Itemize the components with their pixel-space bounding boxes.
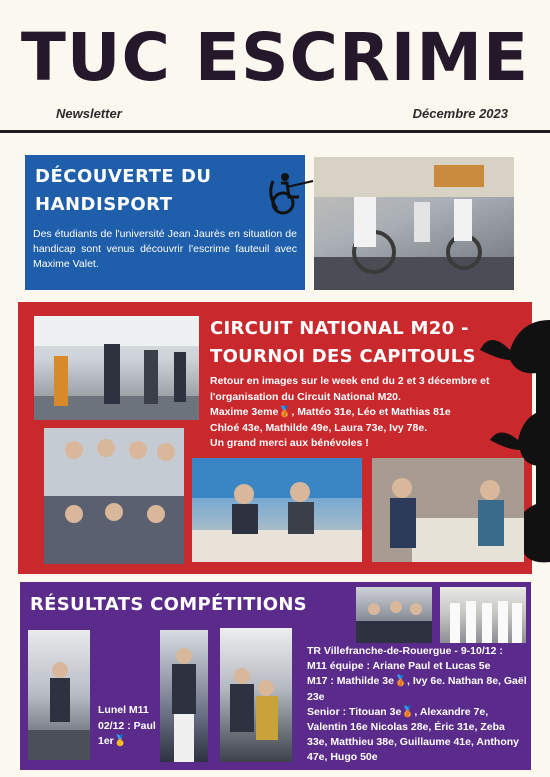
newsletter-label: Newsletter (56, 106, 122, 121)
circuit-thanks: Un grand merci aux bénévoles ! (210, 437, 369, 449)
masthead (0, 0, 550, 140)
handisport-panel (25, 155, 305, 290)
handisport-heading: DÉCOUVERTE DU HANDISPORT (35, 166, 212, 215)
villefranche-title: TR Villefranche-de-Rouergue - 9-10/12 : (307, 645, 503, 657)
wheelchair-fencer-icon (265, 169, 317, 217)
lunel-result: Lunel M11 02/12 : Paul 1er🥇 (98, 704, 156, 747)
fencer-photo-1 (160, 630, 208, 762)
newsletter-title: TUC ESCRIME (20, 19, 530, 96)
villefranche-results (307, 644, 527, 766)
results-heading: RÉSULTATS COMPÉTITIONS (30, 594, 307, 615)
lunel-podium-photo (28, 630, 90, 760)
handisport-photo (314, 157, 514, 290)
fencer-photo-2 (220, 628, 292, 762)
villefranche-photo-2 (440, 587, 526, 643)
handisport-body: Des étudiants de l'université Jean Jaurès en situation de handicap sont venus découvrir l'escrime fauteuil avec Maxime Valet. (33, 228, 297, 270)
circuit-results-boys: Maxime 3eme🥉, Mattéo 31e, Léo et Mathias 81e (210, 406, 451, 418)
circuit-text (210, 374, 510, 452)
issue-date: Décembre 2023 (412, 106, 508, 121)
volunteers-photo (192, 458, 362, 562)
m11-result: M11 équipe : Ariane Paul et Lucas 5e (307, 660, 491, 673)
circuit-intro: Retour en images sur le week end du 2 et 3 décembre et l'organisation du Circuit National M20. (210, 375, 490, 403)
circuit-heading: CIRCUIT NATIONAL M20 - TOURNOI DES CAPITOULS (210, 318, 476, 367)
m17-result: M17 : Mathilde 3e🥉, Ivy 6e. Nathan 8e, Gaël 23e (307, 675, 527, 703)
buffet-photo (372, 458, 524, 562)
header-divider (0, 130, 550, 133)
team-photo (44, 428, 184, 564)
senior-result: Senior : Titouan 3e🥉, Alexandre 7e, Valentin 16e Nicolas 28e, Éric 31e, Zeba 33e, Matthieu 38e, Guillaume 41e, Anthony 47e, Hugo 50e (307, 705, 520, 764)
circuit-results-girls: Chloé 43e, Mathilde 49e, Laura 73e, Ivy 78e. (210, 421, 428, 434)
podium-photo (34, 316, 199, 420)
villefranche-photo-1 (356, 587, 432, 643)
